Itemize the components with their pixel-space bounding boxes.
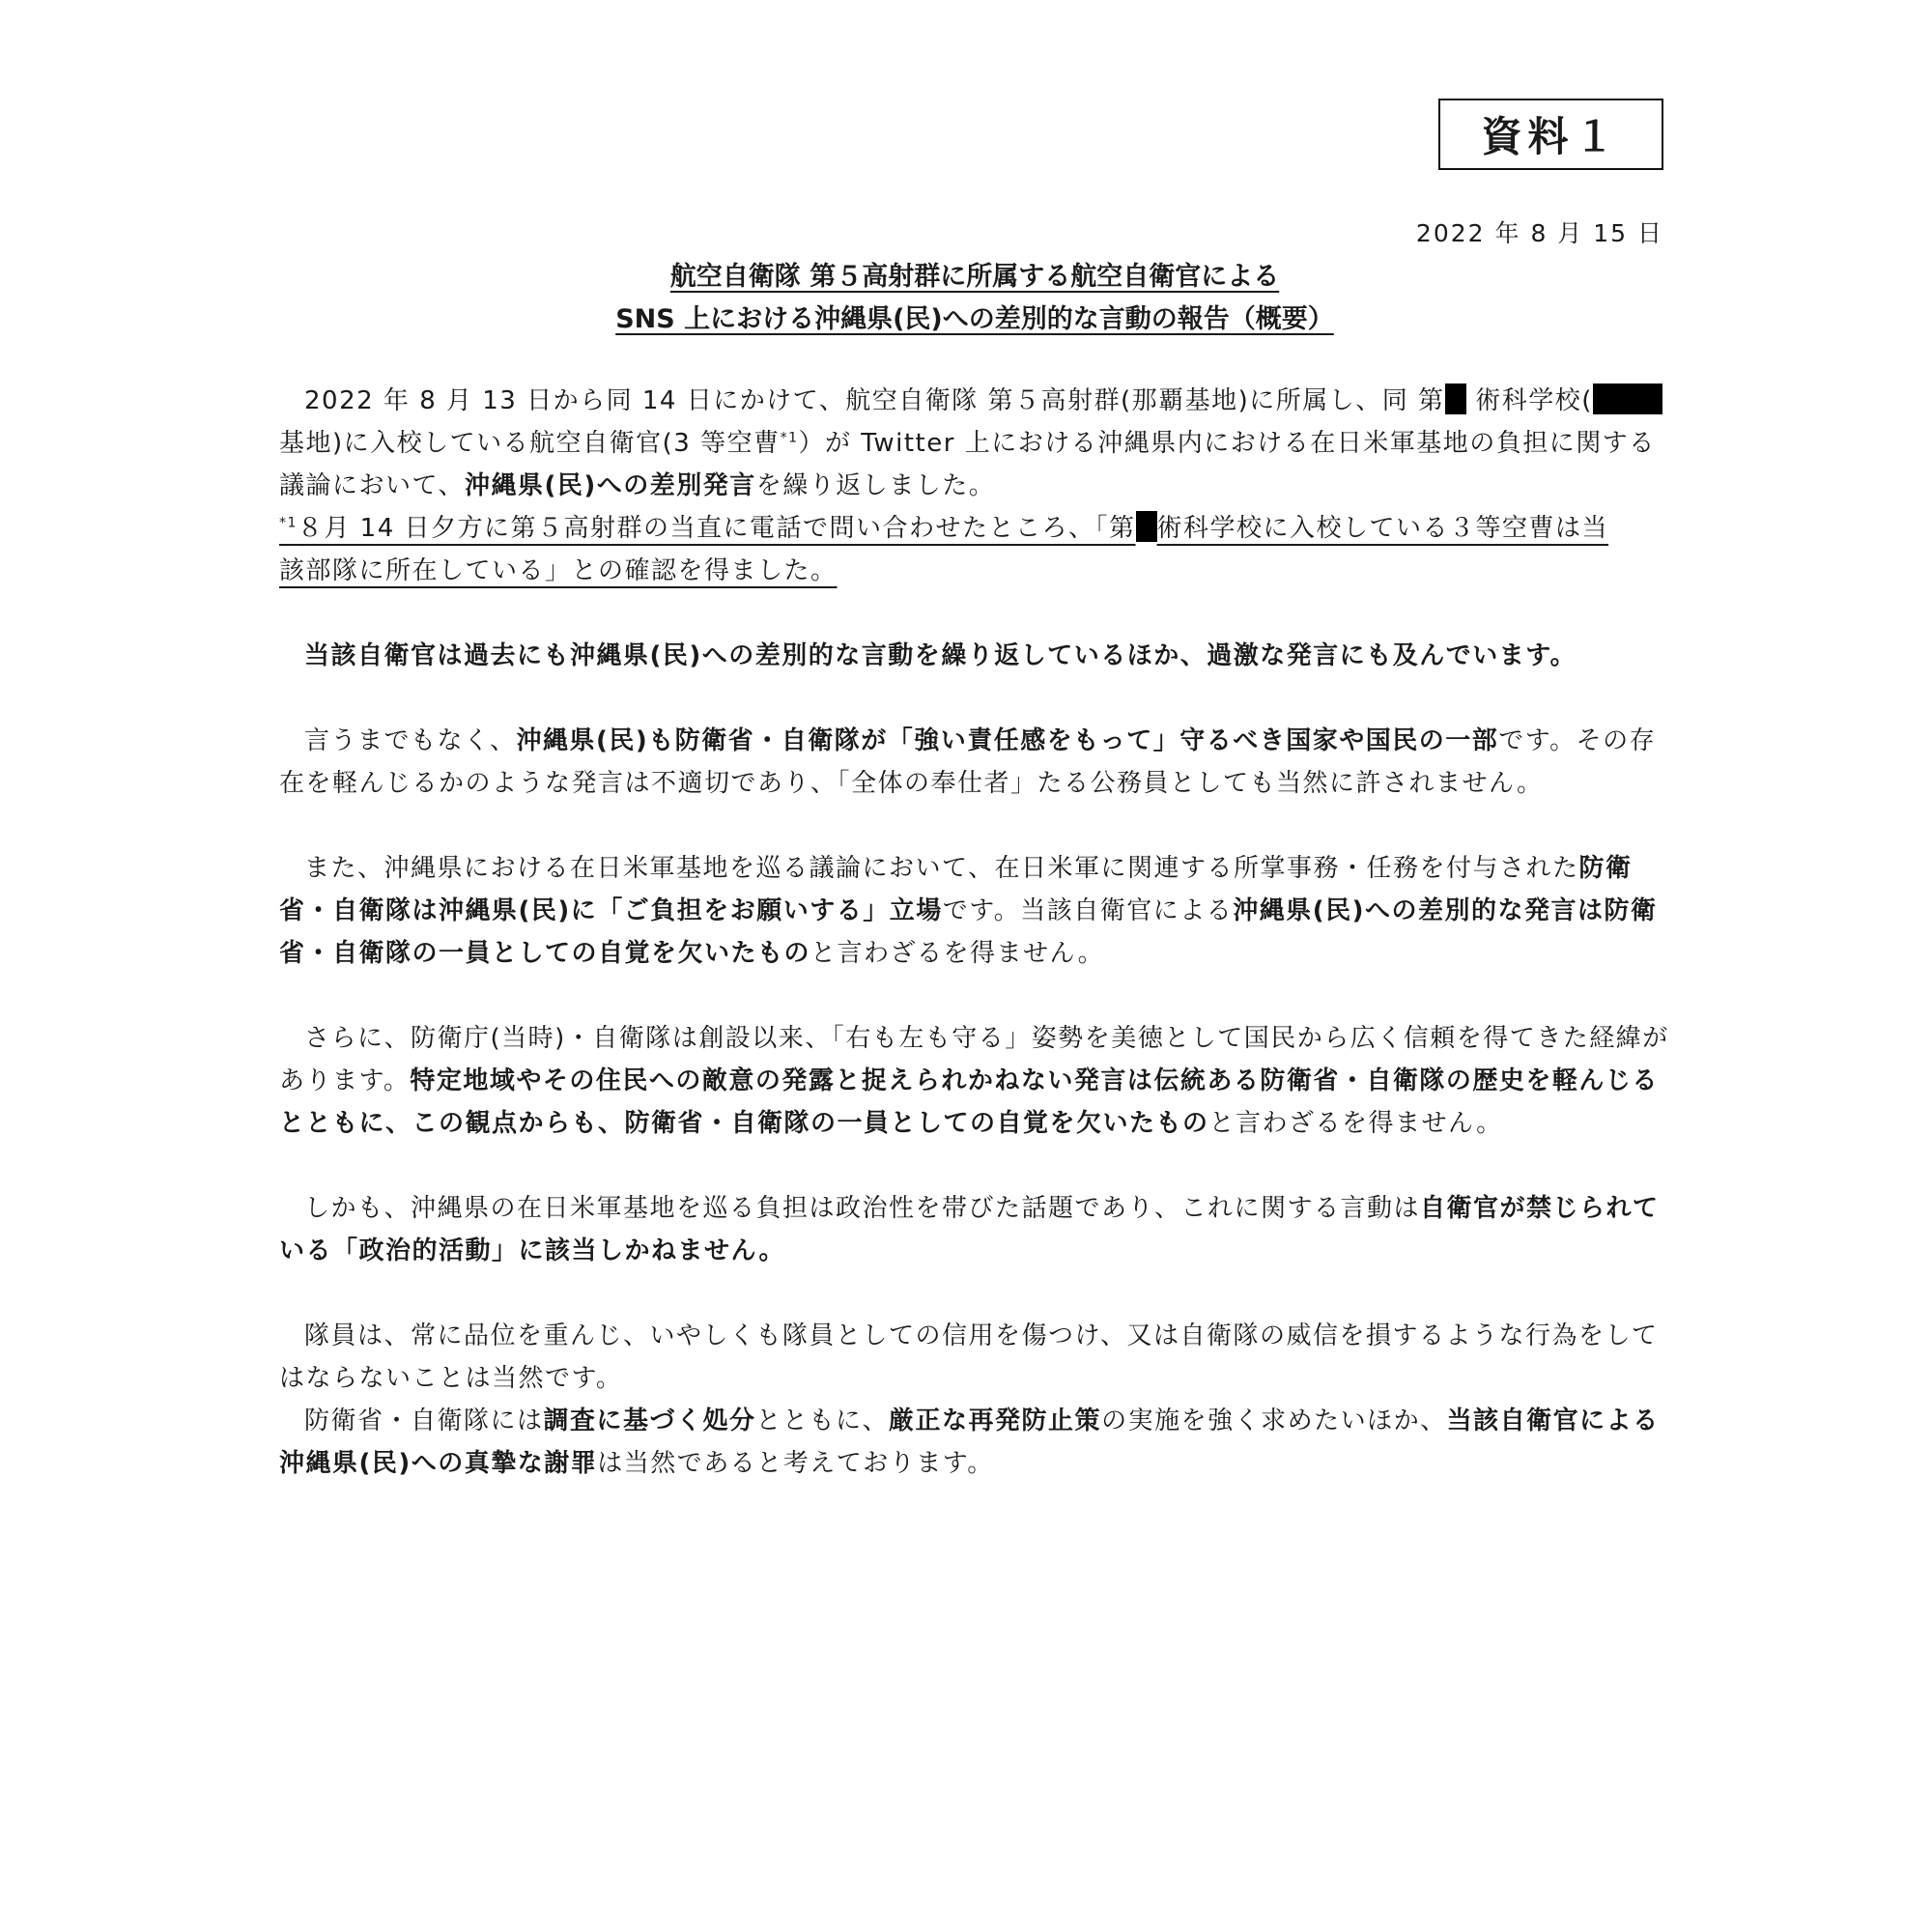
p3-bold-text: 沖縄県(民)も防衛省・自衛隊が「強い責任感をもって」守るべき国家や国民の一部: [516, 726, 1499, 755]
p1-text-e: を繰り返しました。: [755, 471, 996, 500]
p1-text-d: ）が Twitter 上における沖縄県内における在日米軍基地の負担に関する議論において、: [279, 429, 1656, 500]
p1-text-a: 2022 年 8 月 13 日から同 14 日にかけて、航空自衛隊 第５高射群(那覇基地)に所属し、同 第: [304, 386, 1445, 415]
p8-text-g: は当然であると考えております。: [597, 1449, 994, 1478]
document-label-box: 資料１: [1438, 99, 1663, 170]
p3-text-c: です。その存在を軽んじるかのような発言は不適切であり、「全体の奉仕者」たる公務員としても当然に許されません。: [279, 726, 1657, 798]
paragraph-3: [279, 720, 1670, 805]
redaction-block: [1445, 384, 1466, 414]
footnote-mark: *1: [279, 515, 298, 531]
p8-text-e: の実施を強く求めたいほか、: [1101, 1406, 1447, 1435]
title-line-2: [279, 298, 1670, 335]
p8-bold-text-3: 当該自衛官による沖縄県(民)への真摯な謝罪: [279, 1406, 1660, 1478]
p8-text-c: とともに、: [755, 1406, 890, 1435]
paragraph-4: [279, 847, 1670, 975]
p5-text-a: さらに、防衛庁(当時)・自衛隊は創設以来、「右も左も守る」姿勢を美徳として国民から広く信頼を得てきた経緯があります。: [279, 1024, 1669, 1095]
paragraph-1: [279, 380, 1670, 507]
footnote-text-a: ８月 14 日夕方に第５高射群の当直に電話で問い合わせたところ、「第: [297, 514, 1136, 543]
footnote-text-b: 術科学校に入校している３等空曹は当該部隊に所在している」との確認を得ました。: [279, 514, 1609, 585]
p4-text-a: また、沖縄県における在日米軍基地を巡る議論において、在日米軍に関連する所掌事務・任務を付与された: [304, 854, 1579, 883]
paragraph-5: [279, 1017, 1670, 1145]
document-body: [279, 380, 1670, 1485]
p1-text-c: 基地)に入校している航空自衛官(3 等空曹: [279, 429, 781, 458]
p5-text-c: と言わざるを得ません。: [1208, 1109, 1503, 1138]
paragraph-2: [279, 635, 1670, 677]
title-line-1: [279, 255, 1670, 293]
p2-bold-text: 当該自衛官は過去にも沖縄県(民)への差別的な言動を繰り返しているほか、過激な発言にも及んでいます。: [304, 641, 1577, 670]
paragraph-8: [279, 1400, 1670, 1485]
p5-bold-text: 特定地域やその住民への敵意の発露と捉えられかねない発言は伝統ある防衛省・自衛隊の歴史を軽んじるとともに、この観点からも、防衛省・自衛隊の一員としての自覚を欠いたもの: [279, 1066, 1659, 1138]
p8-bold-text-1: 調査に基づく処分: [543, 1406, 756, 1435]
p4-bold-text-2: 沖縄県(民)への差別的な発言は防衛省・自衛隊の一員としての自覚を欠いたもの: [279, 896, 1658, 968]
p4-text-e: と言わざるを得ません。: [810, 939, 1105, 968]
p6-bold-text: 自衛官が禁じられている「政治的活動」に該当しかねません。: [279, 1194, 1660, 1265]
p8-bold-text-2: 厳正な再発防止策: [889, 1406, 1102, 1435]
paragraph-6: [279, 1187, 1670, 1272]
title-line-1-text: 航空自衛隊 第５高射群に所属する航空自衛官による: [669, 262, 1280, 292]
p3-text-a: 言うまでもなく、: [304, 726, 517, 755]
document-date: 2022 年 8 月 15 日: [1415, 219, 1663, 247]
p4-bold-text-1: 防衛省・自衛隊は沖縄県(民)に「ご負担をお願いする」立場: [279, 854, 1633, 925]
redaction-block: [1593, 384, 1662, 414]
redaction-block: [1136, 511, 1157, 542]
title-line-2-text: SNS 上における沖縄県(民)への差別的な言動の報告（概要）: [615, 304, 1334, 334]
p1-bold-text: 沖縄県(民)への差別発言: [464, 471, 756, 500]
paragraph-7: [279, 1315, 1670, 1400]
footnote-1: [279, 507, 1610, 592]
p4-text-c: です。当該自衛官による: [942, 896, 1234, 925]
p1-text-b: 術科学校(: [1475, 386, 1593, 415]
footnote-marker: *1: [780, 430, 799, 446]
p7-text: 隊員は、常に品位を重んじ、いやしくも隊員としての信用を傷つけ、又は自衛隊の威信を損するような行為をしてはならないことは当然です。: [279, 1321, 1659, 1393]
p8-text-a: 防衛省・自衛隊には: [304, 1406, 544, 1435]
p6-text-a: しかも、沖縄県の在日米軍基地を巡る負担は政治性を帯びた話題であり、これに関する言動は: [304, 1194, 1421, 1223]
